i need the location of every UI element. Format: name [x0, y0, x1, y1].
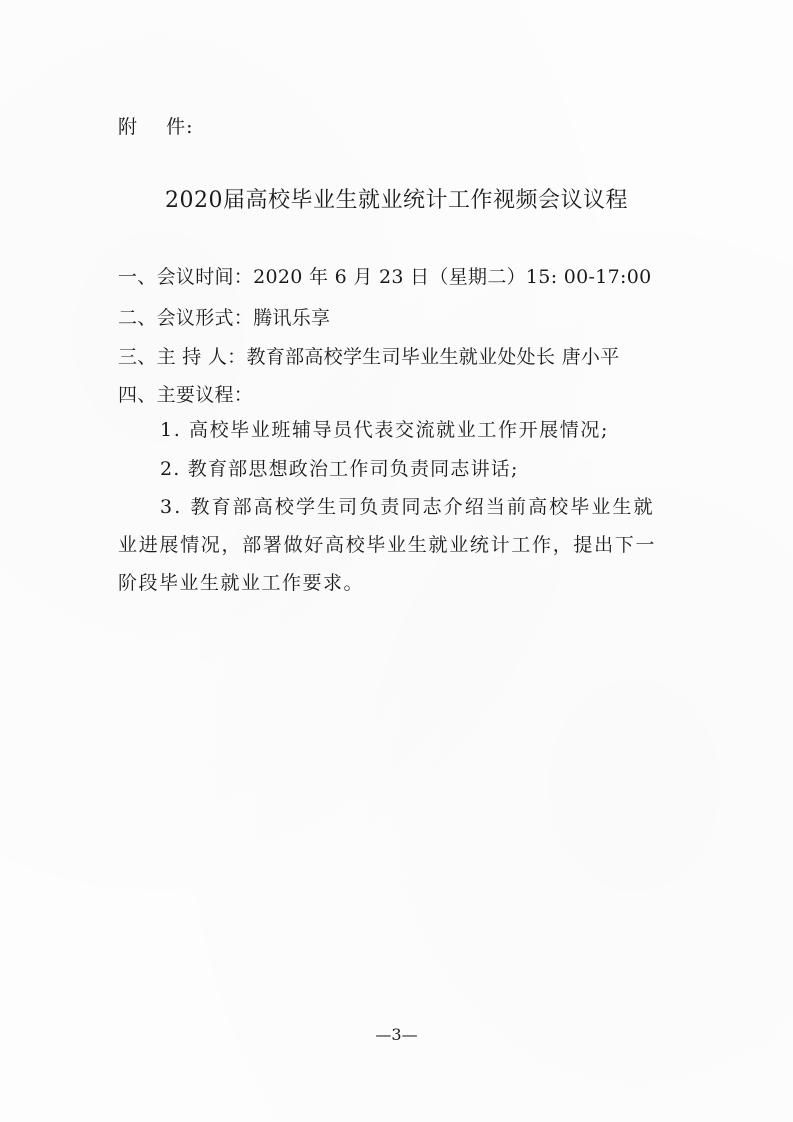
meeting-time: 一、会议时间：2020 年 6 月 23 日（星期二）15: 00-17:00 [118, 266, 652, 288]
meeting-host: 三、主 持 人：教育部高校学生司毕业生就业处处长 唐小平 [118, 346, 620, 368]
document-title: 2020届高校毕业生就业统计工作视频会议议程 [165, 188, 628, 213]
attachment-label: 附 件: [118, 116, 194, 138]
meeting-format: 二、会议形式：腾讯乐享 [118, 307, 331, 329]
agenda-item-3-line-3: 阶段毕业生就业工作要求。 [118, 572, 365, 594]
agenda-item-3-line-2: 业进展情况，部署做好高校毕业生就业统计工作，提出下一 [118, 534, 657, 556]
agenda-heading: 四、主要议程： [118, 384, 254, 406]
agenda-item-2: 2. 教育部思想政治工作司负责同志讲话; [160, 458, 519, 480]
page-number: —3— [375, 1025, 418, 1044]
agenda-item-1: 1. 高校毕业班辅导员代表交流就业工作开展情况; [160, 419, 609, 441]
agenda-item-3-line-1: 3. 教育部高校学生司负责同志介绍当前高校毕业生就 [160, 496, 655, 518]
